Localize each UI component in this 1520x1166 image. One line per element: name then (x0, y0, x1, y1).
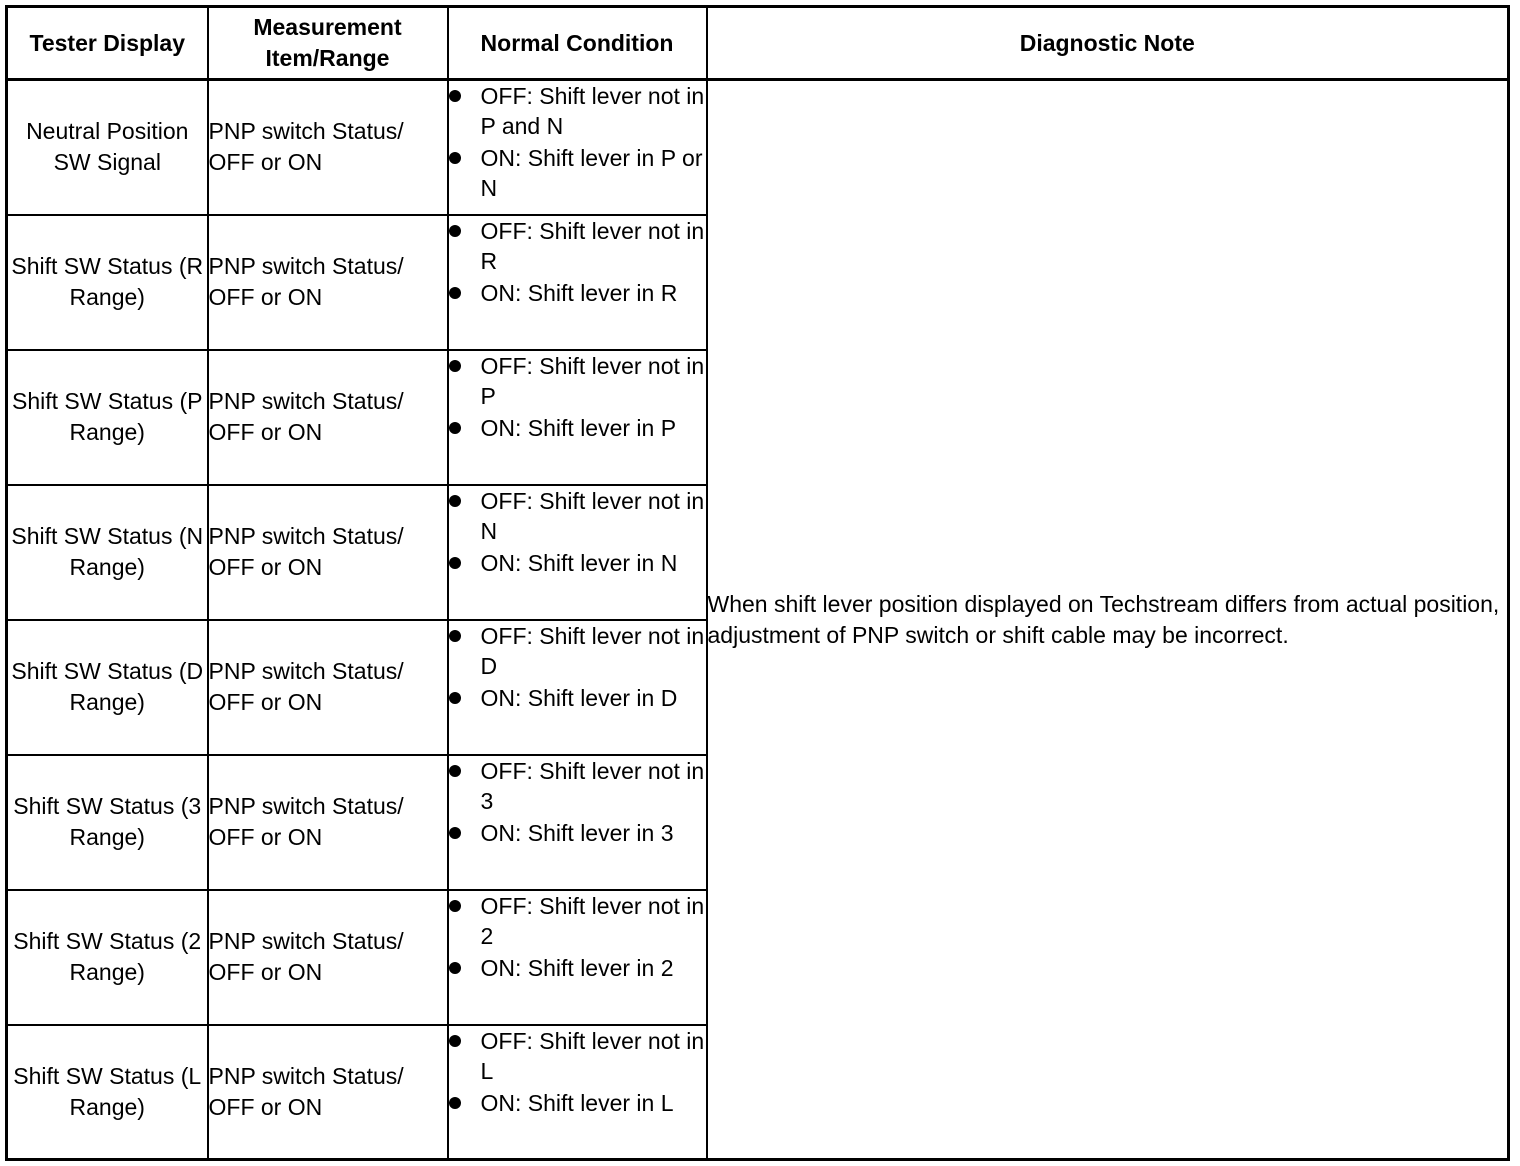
condition-text: ON: Shift lever in 2 (480, 954, 674, 981)
condition-text: ON: Shift lever in P (480, 414, 677, 441)
condition-text: OFF: Shift lever not in 3 (480, 757, 705, 814)
condition-item (449, 818, 706, 848)
normal-condition-cell (448, 215, 707, 350)
tester-display-cell: Shift SW Status (3 Range) (7, 755, 208, 890)
measurement-cell: PNP switch Status/ OFF or ON (208, 755, 448, 890)
bullet-icon (449, 287, 461, 299)
measurement-cell: PNP switch Status/ OFF or ON (208, 80, 448, 215)
condition-item (449, 486, 706, 546)
bullet-icon (449, 90, 461, 102)
bullet-icon (449, 900, 461, 912)
condition-item (449, 413, 706, 443)
condition-text: ON: Shift lever in L (480, 1089, 674, 1116)
header-row (7, 7, 1509, 80)
condition-item (449, 548, 706, 578)
bullet-icon (449, 827, 461, 839)
normal-condition-cell (448, 620, 707, 755)
condition-item (449, 351, 706, 411)
bullet-icon (449, 360, 461, 372)
condition-list (449, 81, 706, 203)
diagnostic-note-cell: When shift lever position displayed on Techstream differs from actual position, adjustment of PNP switch or shift cable may be incorrect. (707, 80, 1509, 1160)
condition-item (449, 953, 706, 983)
condition-item (449, 278, 706, 308)
condition-text: ON: Shift lever in 3 (480, 819, 674, 846)
condition-text: ON: Shift lever in N (480, 549, 678, 576)
normal-condition-cell (448, 350, 707, 485)
condition-item (449, 891, 706, 951)
data-list-table (5, 5, 1510, 1161)
bullet-icon (449, 422, 461, 434)
condition-text: OFF: Shift lever not in L (480, 1027, 705, 1084)
condition-item (449, 621, 706, 681)
bullet-icon (449, 765, 461, 777)
measurement-cell: PNP switch Status/ OFF or ON (208, 620, 448, 755)
tester-display-cell: Shift SW Status (D Range) (7, 620, 208, 755)
measurement-cell: PNP switch Status/ OFF or ON (208, 485, 448, 620)
tester-display-cell: Shift SW Status (N Range) (7, 485, 208, 620)
condition-item (449, 683, 706, 713)
condition-list (449, 621, 706, 713)
measurement-cell: PNP switch Status/ OFF or ON (208, 350, 448, 485)
bullet-icon (449, 962, 461, 974)
measurement-cell: PNP switch Status/ OFF or ON (208, 215, 448, 350)
condition-list (449, 351, 706, 443)
condition-list (449, 216, 706, 308)
normal-condition-cell (448, 755, 707, 890)
bullet-icon (449, 557, 461, 569)
normal-condition-cell (448, 890, 707, 1025)
condition-item (449, 216, 706, 276)
tester-display-cell: Shift SW Status (R Range) (7, 215, 208, 350)
condition-text: ON: Shift lever in R (480, 279, 678, 306)
condition-list (449, 1026, 706, 1118)
tester-display-cell: Shift SW Status (P Range) (7, 350, 208, 485)
tester-display-cell: Neutral Position SW Signal (7, 80, 208, 215)
condition-text: OFF: Shift lever not in N (480, 487, 705, 544)
tester-display-cell: Shift SW Status (2 Range) (7, 890, 208, 1025)
normal-condition-cell (448, 485, 707, 620)
normal-condition-cell (448, 80, 707, 215)
condition-text: ON: Shift lever in P or N (480, 145, 703, 201)
bullet-icon (449, 692, 461, 704)
condition-text: OFF: Shift lever not in R (480, 217, 705, 274)
measurement-cell: PNP switch Status/ OFF or ON (208, 1025, 448, 1160)
condition-text: OFF: Shift lever not in P (480, 352, 705, 409)
bullet-icon (449, 152, 461, 164)
table-body (7, 80, 1509, 1160)
condition-list (449, 756, 706, 848)
bullet-icon (449, 630, 461, 642)
bullet-icon (449, 1035, 461, 1047)
measurement-cell: PNP switch Status/ OFF or ON (208, 890, 448, 1025)
table-row (7, 80, 1509, 215)
condition-item (449, 1026, 706, 1086)
bullet-icon (449, 1097, 461, 1109)
condition-text: OFF: Shift lever not in D (480, 622, 705, 679)
condition-item (449, 143, 706, 203)
condition-text: ON: Shift lever in D (480, 684, 678, 711)
condition-item (449, 81, 706, 141)
condition-item (449, 1088, 706, 1118)
condition-item (449, 756, 706, 816)
condition-text: OFF: Shift lever not in 2 (480, 892, 705, 949)
bullet-icon (449, 495, 461, 507)
bullet-icon (449, 225, 461, 237)
condition-list (449, 891, 706, 983)
normal-condition-cell (448, 1025, 707, 1160)
condition-list (449, 486, 706, 578)
header-normal-condition: Normal Condition (448, 7, 707, 80)
header-diagnostic-note: Diagnostic Note (707, 7, 1509, 80)
header-tester-display: Tester Display (7, 7, 208, 80)
header-measurement: Measurement Item/Range (208, 7, 448, 80)
tester-display-cell: Shift SW Status (L Range) (7, 1025, 208, 1160)
condition-text: OFF: Shift lever not in P and N (480, 83, 705, 139)
